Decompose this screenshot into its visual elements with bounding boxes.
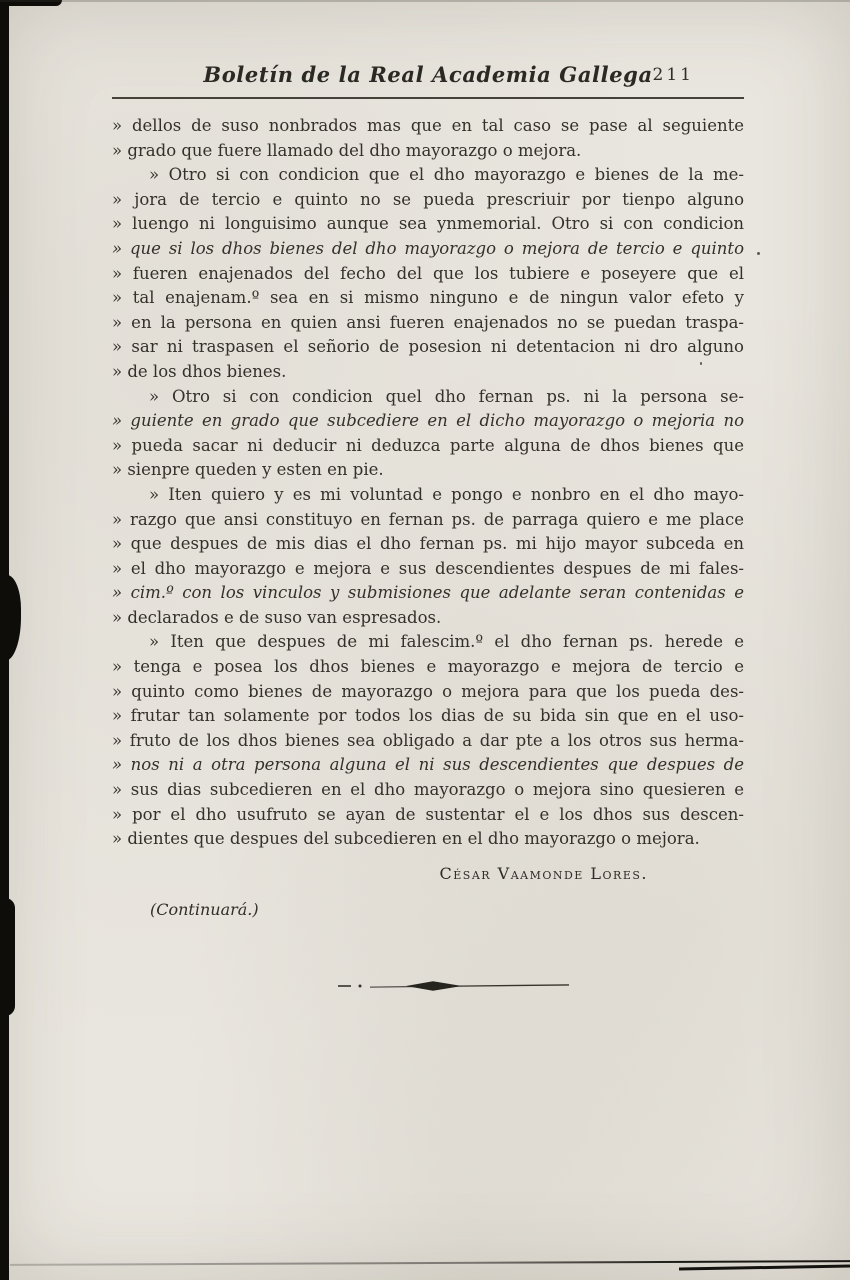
text-line: » razgo que ansi constituyo en fernan ps. de parraga quiero e me place: [112, 509, 744, 529]
text-line: » jora de tercio e quinto no se pueda prescriuir por tienpo alguno: [112, 189, 744, 209]
binding-edge-bump: [0, 575, 21, 661]
ink-speck: [757, 252, 760, 255]
text-line: » nos ni a otra persona alguna el ni sus descendientes que despues de: [112, 755, 744, 775]
document-body: [112, 114, 744, 852]
text-line: » fueren enajenados del fecho del que los tubiere e poseyere que el: [112, 263, 744, 283]
text-line: » que si los dhos bienes del dho mayorazgo o mejora de tercio e quinto: [112, 238, 744, 258]
text-line: » quinto como bienes de mayorazgo o mejora para que los pueda des-: [112, 681, 744, 701]
binding-edge-bump: [0, 898, 15, 1016]
journal-title: Boletín de la Real Academia Gallega: [203, 62, 653, 87]
text-line: » en la persona en quien ansi fueren enajenados no se puedan traspa-: [112, 312, 744, 332]
text-line: » dientes que despues del subcedieren en el dho mayorazgo o mejora.: [112, 829, 700, 849]
divider-ornament: [338, 977, 570, 993]
divider-ornament-graphic: [338, 977, 570, 993]
continuation-note: (Continuará.): [150, 899, 259, 919]
header-rule: [112, 97, 744, 99]
text-line: » el dho mayorazgo e mejora e sus descendientes despues de mi fales-: [112, 558, 744, 578]
text-line: » tenga e posea los dhos bienes e mayorazgo e mejora de tercio e: [112, 657, 744, 677]
text-line: » fruto de los dhos bienes sea obligado a dar pte a los otros sus herma-: [112, 730, 744, 750]
text-line: » Iten quiero y es mi voluntad e pongo e nonbro en el dho mayo-: [149, 484, 744, 504]
text-line: » de los dhos bienes.: [112, 361, 287, 381]
text-line: » Iten que despues de mi falescim.º el dho fernan ps. herede e: [149, 632, 744, 652]
text-line: » que despues de mis dias el dho fernan ps. mi hijo mayor subceda en: [112, 534, 744, 554]
text-line: » declarados e de suso van espresados.: [112, 607, 442, 627]
page-column: [112, 0, 744, 993]
page-number: 211: [652, 65, 694, 85]
text-line: » tal enajenam.º sea en si mismo ninguno e de ningun valor efeto y: [112, 288, 744, 308]
text-line: » luengo ni longuisimo aunque sea ynmemorial. Otro si con condicion: [112, 214, 744, 234]
text-line: » guiente en grado que subcediere en el dicho mayorazgo o mejoria no: [112, 411, 744, 431]
text-line: » cim.º con los vinculos y submisiones que adelante seran contenidas e: [112, 583, 744, 603]
text-line: » sar ni traspasen el señorio de posesion ni detentacion ni dro alguno: [112, 337, 744, 357]
text-line: » dellos de suso nonbrados mas que en tal caso se pase al seguiente: [112, 116, 744, 135]
text-line: » frutar tan solamente por todos los dias de su bida sin que en el uso-: [112, 706, 744, 726]
text-line: » grado que fuere llamado del dho mayorazgo o mejora.: [112, 140, 582, 160]
scan-bottom-line: [10, 1260, 850, 1266]
text-line: » sienpre queden y esten en pie.: [112, 460, 384, 480]
scan-bottom-corner-line: [679, 1264, 850, 1270]
text-line: » pueda sacar ni deducir ni deduzca parte alguna de dhos bienes que: [112, 435, 744, 455]
text-line: » por el dho usufruto se ayan de sustentar el e los dhos sus descen-: [112, 804, 744, 824]
text-line: » Otro si con condicion que el dho mayorazgo e bienes de la me-: [149, 165, 744, 185]
author-signature: César Vaamonde Lores.: [439, 863, 648, 883]
page-header: [112, 0, 744, 97]
text-line: » sus dias subcedieren en el dho mayorazgo o mejora sino quesieren e: [112, 780, 744, 800]
text-line: » Otro si con condicion quel dho fernan ps. ni la persona se-: [149, 386, 744, 406]
